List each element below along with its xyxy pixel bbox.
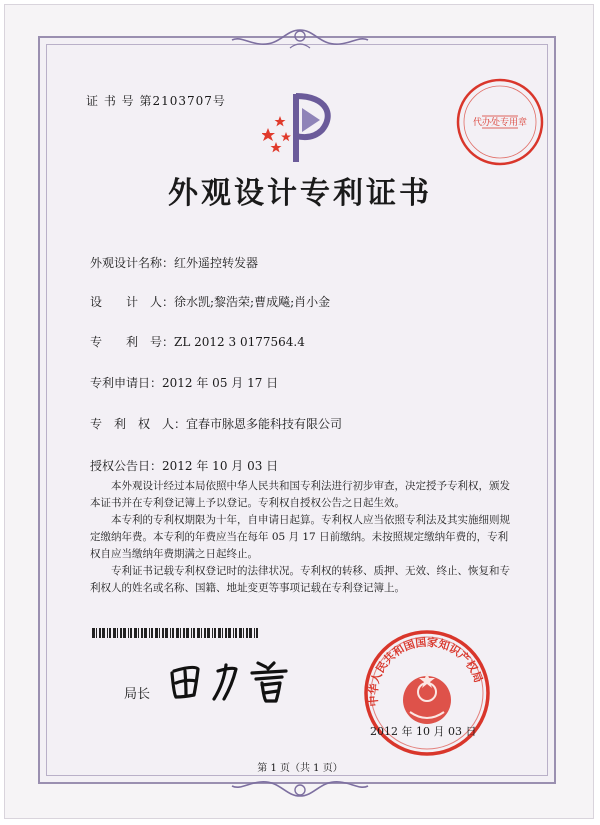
page-footer: 第 1 页（共 1 页） [257, 763, 343, 774]
barcode-bar [149, 628, 150, 638]
field-value: 2012 年 05 月 17 日 [162, 376, 279, 390]
field-value: 徐水凯;黎浩荣;曹成飚;肖小金 [174, 295, 331, 309]
barcode-bar [228, 628, 231, 638]
design-name-field [90, 254, 258, 271]
grant-date-field [90, 457, 278, 474]
field-value: 2012 年 10 月 03 日 [162, 459, 279, 473]
barcode-bar [107, 628, 108, 638]
barcode-bar [180, 628, 181, 638]
body-paragraph: 本专利的专利权期限为十年，自申请日起算。专利权人应当依照专利法及其实施细则规定缴纳年费。本专利的年费应当在每年 05 月 17 日前缴纳。未按照规定缴纳年费的，专利权自应当缴纳年费期满之日起终止。 [90, 514, 510, 560]
barcode-icon [92, 628, 262, 638]
barcode-bar [239, 628, 242, 638]
field-label: 专 利 权 人： [90, 417, 187, 431]
barcode-bar [207, 628, 210, 638]
barcode-bar [204, 628, 206, 638]
barcode-bar [172, 628, 174, 638]
bottom-ornament-icon [230, 772, 370, 800]
barcode-bar [246, 628, 248, 638]
barcode-bar [138, 628, 139, 638]
barcode-bar [128, 628, 129, 638]
field-value: 宜春市脉恩多能科技有限公司 [186, 417, 343, 431]
barcode-bar [134, 628, 137, 638]
barcode-bar [249, 628, 252, 638]
barcode-bar [96, 628, 97, 638]
barcode-bar [193, 628, 195, 638]
barcode-bar [212, 628, 213, 638]
barcode-bar [183, 628, 185, 638]
svg-text:代办处专用章: 代办处专用章 [472, 118, 528, 128]
barcode-bar [120, 628, 122, 638]
seal-date: 2012 年 10 月 03 日 [370, 725, 477, 738]
director-signature-icon [166, 655, 306, 707]
certificate-number: 证 书 号 第2103707号 [86, 94, 226, 108]
barcode-bar [159, 628, 160, 638]
patent-office-emblem-icon [262, 86, 342, 170]
certificate-title: 外观设计专利证书 [168, 176, 432, 211]
certificate-body [90, 478, 510, 597]
barcode-bar [113, 628, 116, 638]
barcode-bar [256, 628, 258, 638]
field-value: 红外遥控转发器 [174, 256, 259, 270]
field-label: 设 计 人： [90, 295, 175, 309]
barcode-bar [162, 628, 164, 638]
barcode-bar [243, 628, 244, 638]
barcode-bar [123, 628, 126, 638]
field-value: ZL 2012 3 0177564.4 [174, 335, 305, 349]
barcode-bar [117, 628, 118, 638]
barcode-bar [186, 628, 189, 638]
barcode-bar [165, 628, 168, 638]
barcode-bar [99, 628, 101, 638]
barcode-bar [102, 628, 105, 638]
director-label: 局长 [124, 687, 151, 702]
field-label: 专 利 号： [90, 335, 175, 349]
top-ornament-icon [230, 26, 370, 54]
barcode-bar [191, 628, 192, 638]
application-date-field [90, 374, 278, 391]
barcode-bar [144, 628, 147, 638]
barcode-bar [176, 628, 179, 638]
barcode-bar [109, 628, 111, 638]
barcode-bar [151, 628, 153, 638]
field-label: 外观设计名称： [90, 256, 175, 270]
barcode-bar [222, 628, 223, 638]
corner-stamp-icon [454, 76, 546, 168]
barcode-bar [130, 628, 132, 638]
body-paragraph: 专利证书记载专利权登记时的法律状况。专利权的转移、质押、无效、终止、恢复和专利权人的姓名或名称、国籍、地址变更等事项记载在专利登记簿上。 [90, 565, 510, 594]
patentee-field [90, 415, 342, 432]
barcode-bar [254, 628, 255, 638]
barcode-bar [92, 628, 95, 638]
barcode-bar [201, 628, 202, 638]
patent-number-field [90, 333, 305, 350]
designer-field [90, 293, 330, 310]
field-label: 授权公告日： [90, 459, 163, 473]
barcode-bar [155, 628, 158, 638]
barcode-bar [214, 628, 216, 638]
seal-text: 中华人民共和国国家知识产权局 [366, 635, 486, 708]
body-paragraph: 本外观设计经过本局依照中华人民共和国专利法进行初步审查，决定授予专利权，颁发本证书并在专利登记簿上予以登记。专利权自授权公告之日起生效。 [90, 480, 510, 509]
barcode-bar [233, 628, 234, 638]
barcode-bar [218, 628, 221, 638]
barcode-bar [170, 628, 171, 638]
barcode-bar [197, 628, 200, 638]
barcode-bar [235, 628, 237, 638]
barcode-bar [225, 628, 227, 638]
field-label: 专利申请日： [90, 376, 163, 390]
barcode-bar [141, 628, 143, 638]
